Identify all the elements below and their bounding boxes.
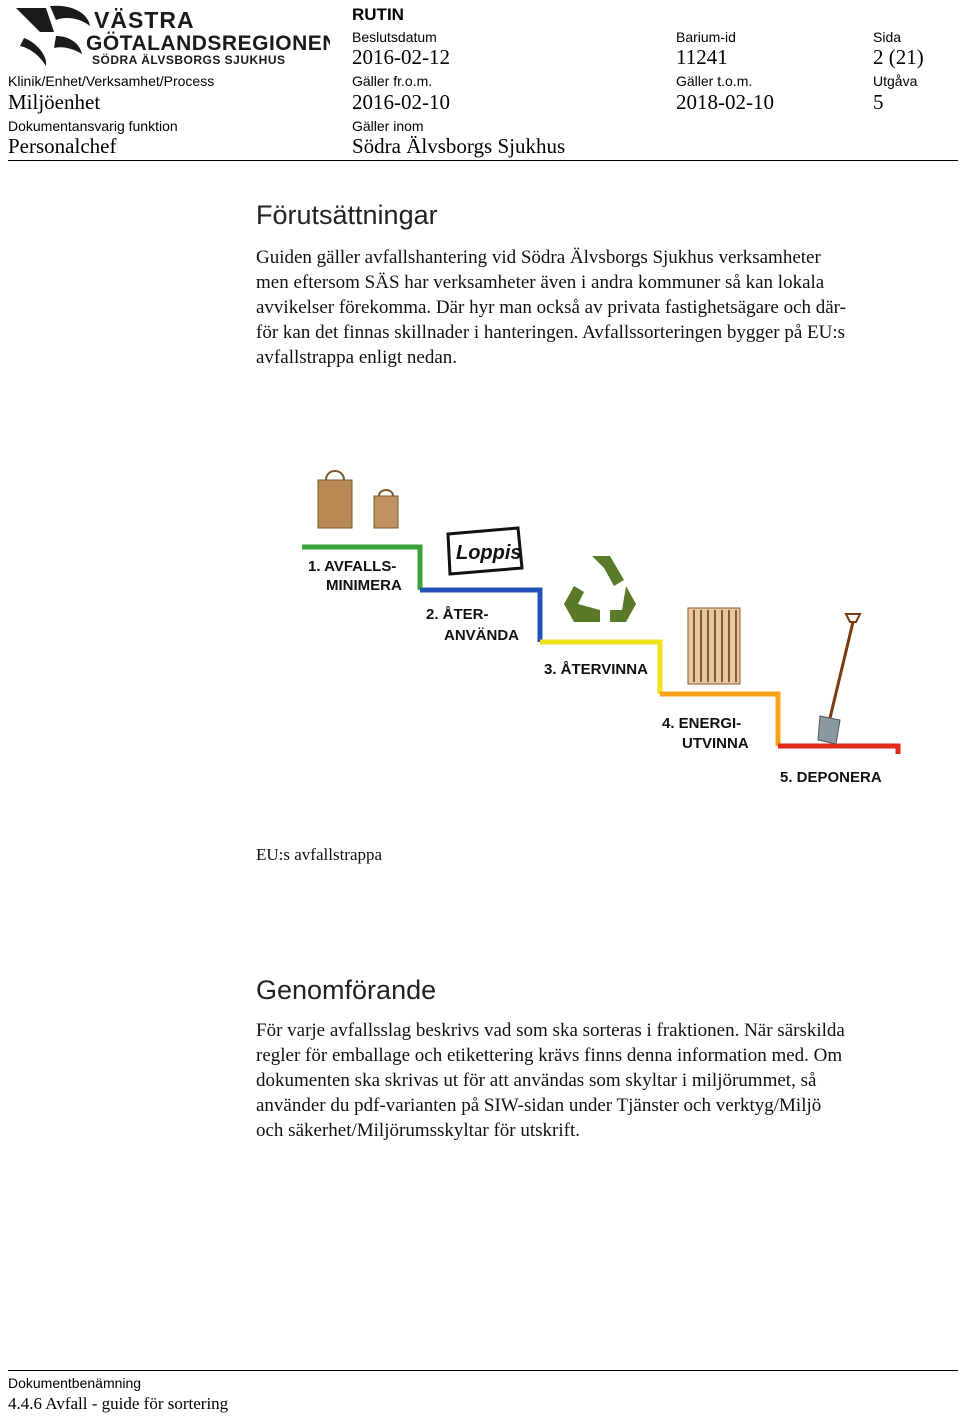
galler-inom-value: Södra Älvsborgs Sjukhus [352, 134, 566, 158]
utgava-value: 5 [873, 90, 884, 114]
klinik-label: Klinik/Enhet/Verksamhet/Process [8, 73, 215, 89]
paragraph-line: men eftersom SÄS har verksamheter även i andra kommuner så kan lokala [256, 272, 825, 293]
barium-id-label: Barium-id [676, 29, 736, 45]
paragraph-line: regler för emballage och etikettering krävs finns denna information med. Om [256, 1045, 843, 1066]
galler-tom-value: 2018-02-10 [676, 90, 774, 114]
step-2-label-line-1: 2. ÅTER- [426, 606, 489, 623]
paragraph-line: avfallstrappa enligt nedan. [256, 347, 458, 368]
sida-label: Sida [873, 29, 902, 45]
logo-line-3: SÖDRA ÄLVSBORGS SJUKHUS [92, 53, 286, 67]
ansvarig-value: Personalchef [8, 134, 117, 158]
doc-type: RUTIN [352, 5, 404, 24]
step-3-label: 3. ÅTERVINNA [544, 661, 648, 678]
shovel-icon [818, 614, 860, 744]
paragraph-line: För varje avfallsslag beskrivs vad som ska sorteras i fraktionen. När särskilda [256, 1020, 845, 1041]
step-4-label-line-2: UTVINNA [682, 735, 749, 752]
section-heading-genomforande: Genomförande [256, 975, 437, 1005]
footer-divider [8, 1370, 958, 1371]
paragraph-line: avvikelser förekomma. Där hyr man också av privata fastighetsägare och där- [256, 297, 846, 318]
step-5-label: 5. DEPONERA [780, 769, 882, 786]
loppis-sign-icon [448, 528, 522, 574]
paragraph-line: för kan det finnas skillnader i hanteringen. Avfallssorteringen bygger på EU:s [256, 322, 846, 343]
paper-bags-icon [318, 471, 398, 528]
logo-line-2: GÖTALANDSREGIONEN [86, 32, 330, 55]
logo-emblem-icon [16, 6, 90, 66]
organization-logo [10, 2, 330, 73]
step-1-label-line-2: MINIMERA [326, 577, 402, 594]
logo-line-1: VÄSTRA [94, 7, 195, 33]
radiator-icon [688, 608, 740, 684]
paragraph-line: använder du pdf-varianten på SIW-sidan under Tjänster och verktyg/Miljö [256, 1095, 822, 1116]
paragraph-line: och säkerhet/Miljörumsskyltar för utskrift. [256, 1120, 580, 1141]
loppis-sign-text: Loppis [456, 542, 522, 564]
waste-hierarchy-figure [290, 450, 910, 825]
step-1-label-line-1: 1. AVFALLS- [308, 558, 397, 575]
galler-from-label: Gäller fr.o.m. [352, 73, 433, 89]
footer-value: 4.4.6 Avfall - guide för sortering [8, 1394, 229, 1413]
header-divider [8, 160, 958, 161]
galler-inom-label: Gäller inom [352, 118, 424, 134]
sida-value: 2 (21) [873, 45, 924, 69]
paragraph-line: dokumenten ska skrivas ut för att användas som skyltar i miljörummet, så [256, 1070, 817, 1091]
figure-caption: EU:s avfallstrappa [256, 845, 383, 864]
barium-id-value: 11241 [676, 45, 728, 69]
section-heading-forutsattningar: Förutsättningar [256, 200, 438, 230]
galler-tom-label: Gäller t.o.m. [676, 73, 753, 89]
beslutsdatum-value: 2016-02-12 [352, 45, 450, 69]
paragraph-line: Guiden gäller avfallshantering vid Södra Älvsborgs Sjukhus verksamheter [256, 247, 821, 268]
utgava-label: Utgåva [873, 73, 918, 89]
beslutsdatum-label: Beslutsdatum [352, 29, 437, 45]
step-4-label-line-1: 4. ENERGI- [662, 715, 742, 732]
galler-from-value: 2016-02-10 [352, 90, 450, 114]
recycle-icon [564, 556, 636, 622]
ansvarig-label: Dokumentansvarig funktion [8, 118, 178, 134]
footer-label: Dokumentbenämning [8, 1375, 142, 1391]
step-5-line [778, 746, 898, 754]
section-2-paragraph [256, 1018, 936, 1143]
klinik-value: Miljöenhet [8, 90, 101, 114]
section-1-paragraph [256, 245, 936, 370]
step-2-label-line-2: ANVÄNDA [444, 627, 519, 644]
